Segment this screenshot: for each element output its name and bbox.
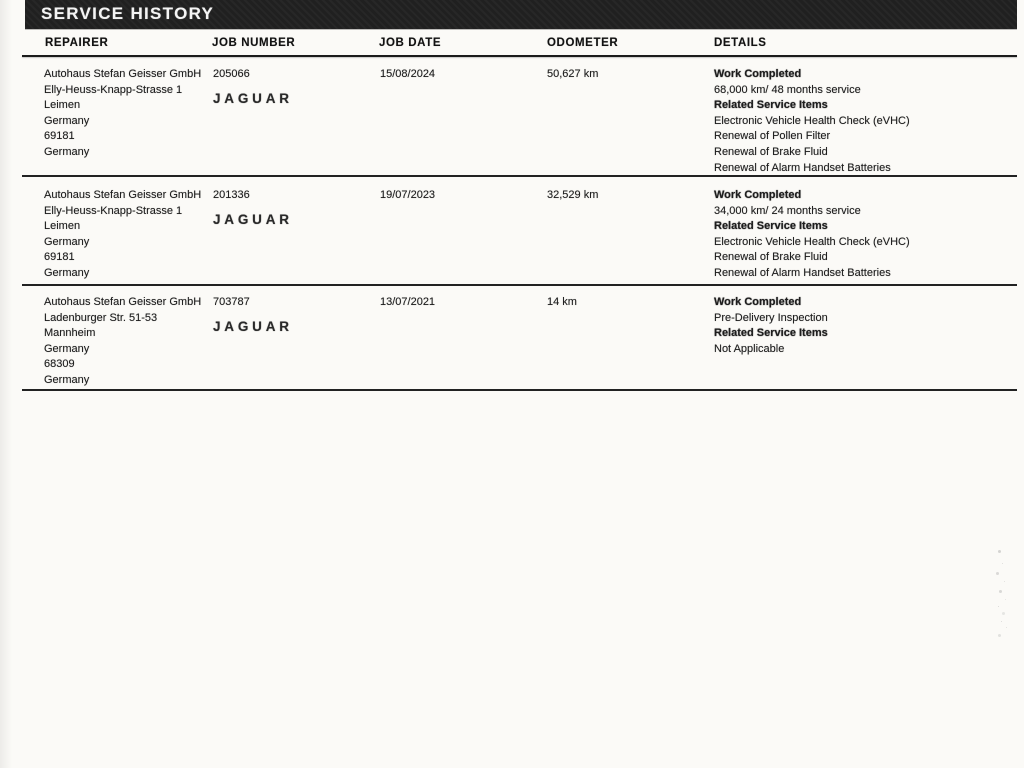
- details-line: 34,000 km/ 24 months service: [714, 204, 861, 217]
- repairer-line: Germany: [44, 266, 90, 279]
- job-number-cell: [213, 295, 373, 334]
- details-cell: [714, 67, 1017, 176]
- details-line: Renewal of Brake Fluid: [714, 145, 828, 158]
- repairer-line: 69181: [44, 251, 75, 264]
- repairer-line: Germany: [44, 373, 90, 386]
- details-label-work-completed: Work Completed: [714, 296, 802, 308]
- repairer-line: Germany: [44, 342, 90, 355]
- details-line: Electronic Vehicle Health Check (eVHC): [714, 114, 910, 127]
- job-number-cell: [213, 67, 373, 106]
- jaguar-wordmark: JAGUAR: [213, 211, 293, 227]
- jaguar-wordmark: JAGUAR: [213, 318, 293, 334]
- details-label-related-service-items: Related Service Items: [714, 327, 828, 340]
- job-date: 19/07/2023: [380, 189, 436, 201]
- job-number: 703787: [213, 296, 250, 308]
- service-history-header-bar: [25, 0, 1017, 29]
- column-header-odometer: ODOMETER: [547, 37, 619, 49]
- details-cell: [714, 188, 1017, 282]
- details-line: Renewal of Pollen Filter: [714, 130, 831, 143]
- repairer-address: [44, 188, 212, 282]
- details-label-related-service-items: Related Service Items: [714, 99, 828, 112]
- repairer-line: Mannheim: [44, 327, 96, 340]
- repairer-line: Ladenburger Str. 51-53: [44, 311, 158, 324]
- odometer-value: 32,529 km: [547, 189, 599, 201]
- job-number-cell: [213, 188, 373, 227]
- column-header-job-date: JOB DATE: [379, 37, 442, 49]
- table-row-pre-delivery-2021: [22, 286, 1017, 391]
- repairer-line: 68309: [44, 358, 75, 371]
- repairer-line: Leimen: [44, 99, 81, 112]
- job-number: 201336: [213, 189, 250, 201]
- details-line: Not Applicable: [714, 342, 785, 355]
- repairer-line: Germany: [44, 235, 90, 248]
- details-line: Renewal of Alarm Handset Batteries: [714, 266, 891, 279]
- repairer-line: Germany: [44, 114, 90, 127]
- repairer-line: Elly-Heuss-Knapp-Strasse 1: [44, 83, 183, 96]
- details-line: Renewal of Brake Fluid: [714, 251, 828, 264]
- details-line: Electronic Vehicle Health Check (eVHC): [714, 235, 910, 248]
- repairer-line: Autohaus Stefan Geisser GmbH: [44, 189, 202, 201]
- details-label-work-completed: Work Completed: [714, 68, 802, 80]
- table-row-service-2024: [22, 57, 1017, 177]
- repairer-line: Germany: [44, 145, 90, 158]
- details-line: Pre-Delivery Inspection: [714, 311, 828, 324]
- repairer-address: [44, 67, 212, 161]
- job-date: 13/07/2021: [380, 296, 436, 308]
- details-label-work-completed: Work Completed: [714, 189, 802, 201]
- job-date: 15/08/2024: [380, 68, 436, 80]
- column-header-details: DETAILS: [714, 37, 767, 49]
- odometer-value: 14 km: [547, 296, 577, 308]
- details-cell: [714, 295, 1017, 357]
- repairer-address: [44, 295, 212, 389]
- table-row-service-2023: [22, 177, 1017, 286]
- service-history-table: [22, 57, 1017, 391]
- repairer-line: Elly-Heuss-Knapp-Strasse 1: [44, 204, 183, 217]
- repairer-line: Autohaus Stefan Geisser GmbH: [44, 296, 202, 308]
- details-label-related-service-items: Related Service Items: [714, 220, 828, 233]
- repairer-line: Leimen: [44, 220, 81, 233]
- details-line: Renewal of Alarm Handset Batteries: [714, 161, 891, 174]
- column-header-job-number: JOB NUMBER: [212, 37, 296, 49]
- odometer-value: 50,627 km: [547, 68, 599, 80]
- scan-noise-smudge: [998, 550, 1001, 553]
- page-title: SERVICE HISTORY: [41, 4, 215, 23]
- job-number: 205066: [213, 68, 250, 80]
- repairer-line: 69181: [44, 130, 75, 143]
- repairer-line: Autohaus Stefan Geisser GmbH: [44, 68, 202, 80]
- details-line: 68,000 km/ 48 months service: [714, 83, 861, 96]
- jaguar-wordmark: JAGUAR: [213, 90, 293, 106]
- column-header-repairer: REPAIRER: [45, 37, 109, 49]
